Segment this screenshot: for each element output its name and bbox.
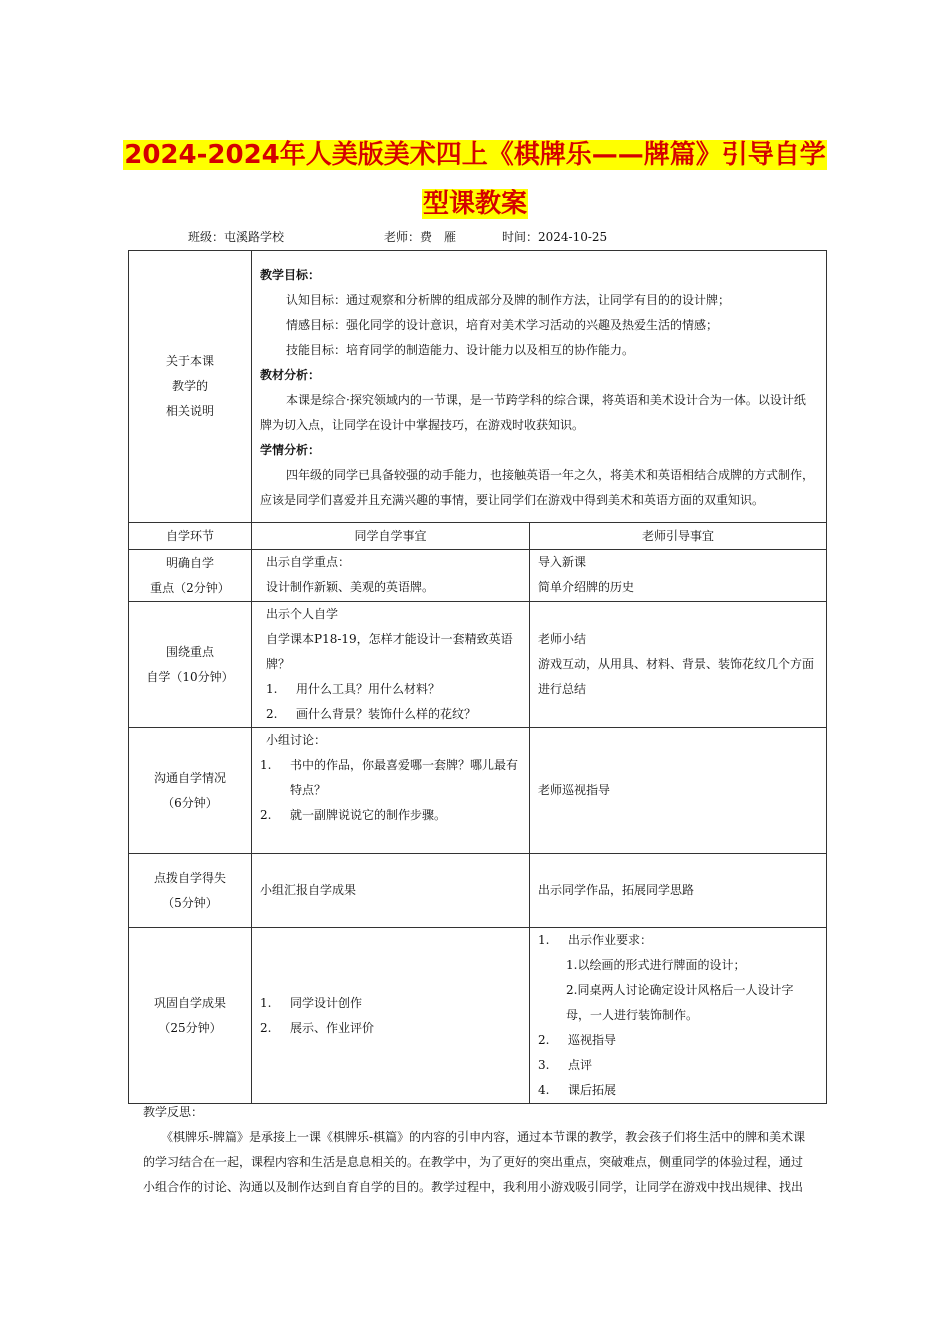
student-analysis-text: 四年级的同学已具备较强的动手能力，也接触英语一年之久，将美术和英语相结合成牌的方式制作， (286, 468, 815, 482)
list-item: 2. 巡视指导 (538, 1033, 617, 1047)
list-item: 1. 同学设计创作 (260, 995, 363, 1010)
list-item: 2. 画什么背景？装饰什么样的花纹？ (266, 707, 477, 721)
reflection-heading: 教学反思： (143, 1105, 204, 1119)
table-row (129, 854, 827, 928)
list-item: 1. 用什么工具？用什么材料？ (266, 682, 441, 696)
student-cell: 出示个人自学 自学课本P18-19，怎样才能设计一套精致英语 牌？ 1. 用什么工具？用什么材料？ 2. 画什么背景？装饰什么样的花纹？ (252, 602, 530, 728)
reflection-text: 小组合作的讨论、沟通以及制作达到自育自学的目的。教学过程中，我利用小游戏吸引同学，让同学在游戏中找出规律、找出 (143, 1180, 804, 1194)
student-analysis-text: 应该是同学们喜爱并且充满兴趣的事情，要让同学们在游戏中得到美术和英语方面的双重知识。 (260, 493, 765, 507)
stage-label: 点拨自学得失 （5分钟） (129, 854, 252, 928)
header-row (129, 523, 827, 550)
goal-item: 技能目标：培育同学的制造能力、设计能力以及相互的协作能力。 (286, 343, 635, 357)
stage-label: 巩固自学成果 （25分钟） (129, 928, 252, 1104)
list-item: 1. 出示作业要求： (538, 933, 653, 947)
reflection-text: 的学习结合在一起，课程内容和生活是息息相关的。在教学中，为了更好的突出重点，突破难点，侧重同学的体验过程，通过 (143, 1155, 804, 1169)
date-info: 时间：2024-10-25 (502, 230, 608, 244)
student-cell: 小组汇报自学成果 (252, 854, 530, 928)
reflection-text: 《棋牌乐-牌篇》是承接上一课《棋牌乐-棋篇》的内容的引申内容，通过本节课的教学，教会孩子们将生活中的牌和美术课 (143, 1130, 806, 1144)
student-cell (252, 928, 530, 1104)
about-label: 关于本课 教学的 相关说明 (129, 251, 252, 523)
lesson-plan-table (128, 250, 827, 1104)
table-row (129, 550, 827, 602)
student-analysis-heading: 学情分析： (260, 443, 321, 457)
list-item: 4. 课后拓展 (538, 1083, 617, 1097)
goal-heading: 教学目标： (260, 268, 321, 282)
document-title-line2: 型课教案 (422, 189, 527, 219)
material-text: 本课是综合·探究领域内的一节课，是一节跨学科的综合课，将英语和美术设计合为一体。以设计纸 (286, 393, 806, 407)
teacher-info: 老师：费 雁 (384, 230, 457, 244)
about-row (129, 251, 827, 523)
header-teacher: 老师引导事宜 (530, 523, 827, 550)
student-cell: 小组讨论： 1. 书中的作品，你最喜爱哪一套牌？哪儿最有 特点？ 2. 就一副牌说说它的制作步骤。 (252, 728, 530, 854)
document-title-line1: 2024-2024年人美版美术四上《棋牌乐——牌篇》引导自学 (124, 140, 826, 170)
list-item: 3. 点评 (538, 1058, 593, 1072)
list-item: 2. 展示、作业评价 (260, 1020, 375, 1035)
stage-label: 明确自学 重点（2分钟） (129, 550, 252, 602)
teacher-cell: 导入新课 简单介绍牌的历史 (530, 550, 827, 602)
header-student: 同学自学事宜 (252, 523, 530, 550)
about-content (252, 251, 827, 523)
header-stage: 自学环节 (129, 523, 252, 550)
stage-label: 沟通自学情况 （6分钟） (129, 728, 252, 854)
table-row (129, 928, 827, 1104)
teacher-cell: 1. 出示作业要求： 1.以绘画的形式进行牌面的设计； 2.同桌两人讨论确定设计风格后一人设计字 母，一人进行装饰制作。 2. 巡视指导 3. 点评 4. 课后拓展 (530, 928, 827, 1104)
table-row (129, 728, 827, 854)
table-row (129, 602, 827, 728)
goal-item: 认知目标：通过观察和分析牌的组成部分及牌的制作方法，让同学有目的的设计牌； (286, 293, 731, 307)
student-cell: 出示自学重点： 设计制作新颖、美观的英语牌。 (252, 550, 530, 602)
class-info: 班级：屯溪路学校 (188, 230, 285, 244)
list-item: 2. 就一副牌说说它的制作步骤。 (260, 808, 447, 822)
teacher-cell: 老师小结 游戏互动，从用具、材料、背景、装饰花纹几个方面 进行总结 (530, 602, 827, 728)
teacher-cell: 老师巡视指导 (530, 728, 827, 854)
material-text: 牌为切入点，让同学在设计中掌握技巧，在游戏时收获知识。 (260, 418, 585, 432)
teaching-reflection (143, 1100, 823, 1200)
material-heading: 教材分析： (260, 368, 321, 382)
stage-label: 围绕重点 自学（10分钟） (129, 602, 252, 728)
list-item: 1. 书中的作品，你最喜爱哪一套牌？哪儿最有 (260, 758, 519, 772)
teacher-cell: 出示同学作品，拓展同学思路 (530, 854, 827, 928)
goal-item: 情感目标：强化同学的设计意识，培育对美术学习活动的兴趣及热爱生活的情感； (286, 318, 719, 332)
